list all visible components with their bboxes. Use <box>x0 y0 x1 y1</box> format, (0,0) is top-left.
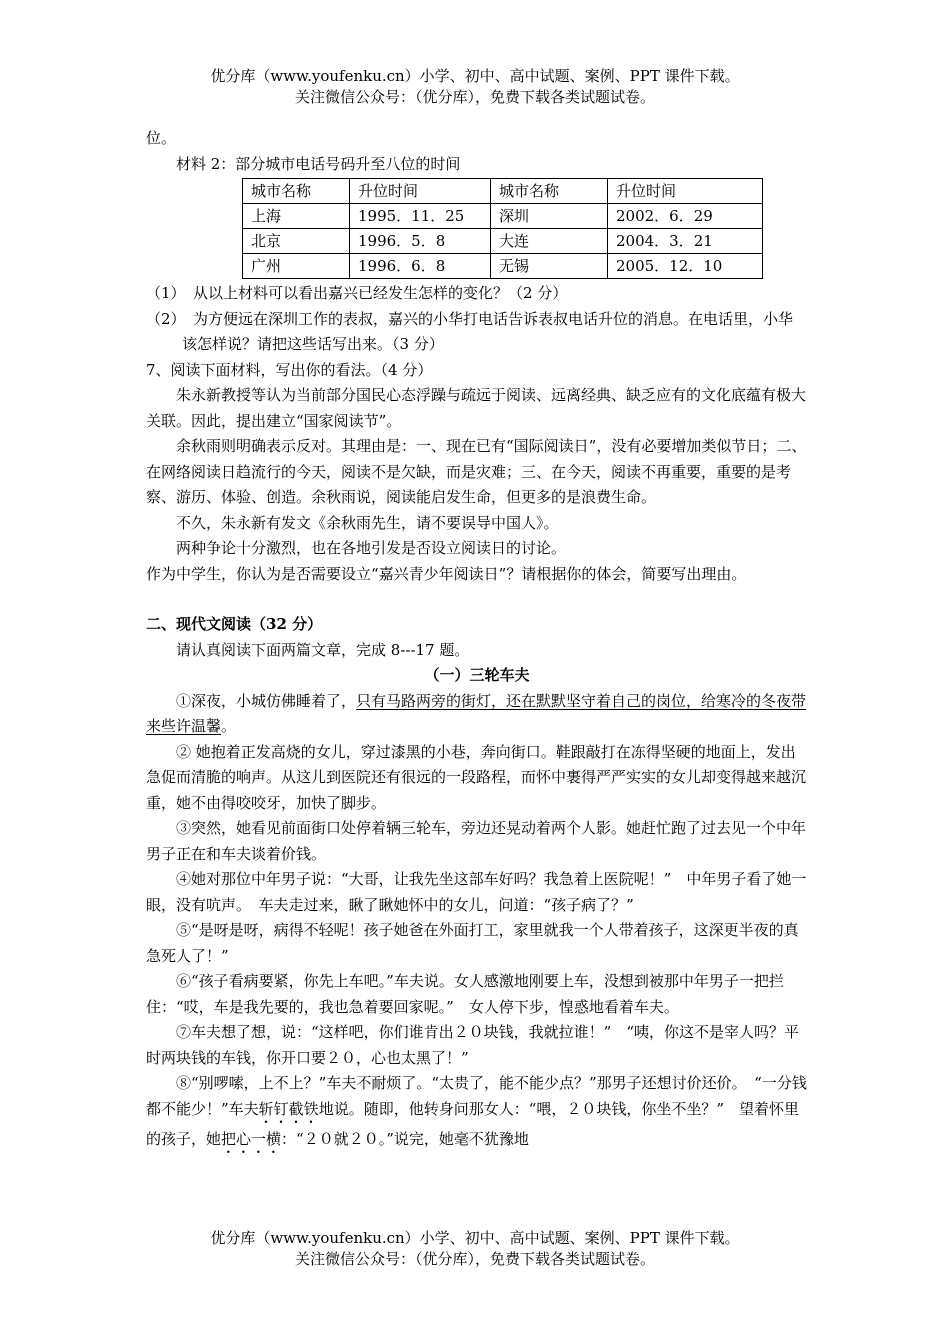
paragraph-text: 。 <box>221 717 237 735</box>
page-content <box>146 126 808 1157</box>
table-cell: 深圳 <box>491 204 608 229</box>
emphasized-phrase: 把心一横 <box>221 1129 282 1148</box>
table-row <box>243 254 763 279</box>
table-row <box>243 229 763 254</box>
table-cell: 大连 <box>491 229 608 254</box>
table-cell: 1996．6．8 <box>350 254 491 279</box>
material2-caption: 材料 2：部分城市电话号码升至八位的时间 <box>176 154 461 173</box>
page-footer <box>0 1228 950 1270</box>
article-paragraph: ⑤“是呀是呀，病得不轻呢！孩子她爸在外面打工，家里就我一个人带着孩子，这深更半夜的真急死人了！” <box>146 921 799 965</box>
table-header-cell: 升位时间 <box>350 179 491 204</box>
table-row <box>243 204 763 229</box>
question-6-1: （1） 从以上材料可以看出嘉兴已经发生怎样的变化？（2 分） <box>146 284 568 302</box>
table-cell: 上海 <box>243 204 350 229</box>
article-paragraph: ⑥“孩子看病要紧，你先上车吧。”车夫说。女人感激地刚要上车，没想到被那中年男子一把拦住：“哎，车是我先要的，我也急着要回家呢。” 女人停下步，惶惑地看着车夫。 <box>146 972 784 1016</box>
article-paragraph <box>146 689 808 740</box>
emphasized-phrase: 斩钉截铁 <box>258 1099 319 1118</box>
table-header-row <box>243 179 763 204</box>
footer-line-2: 关注微信公众号：（优分库），免费下载各类试题试卷。 <box>294 1250 655 1268</box>
table-cell: 无锡 <box>491 254 608 279</box>
table-cell: 2002．6．29 <box>608 204 763 229</box>
section-2-instruction: 请认真阅读下面两篇文章，完成 8---17 题。 <box>176 640 470 659</box>
table-header-cell: 城市名称 <box>243 179 350 204</box>
question-6-2: （2） 为方便远在深圳工作的表叔，嘉兴的小华打电话告诉表叔电话升位的消息。在电话里，小华该怎样说？请把这些话写出来。（3 分） <box>146 309 794 353</box>
article-paragraph: ⑦车夫想了想，说：“这样吧，你们谁肯出２０块钱，我就拉谁！” “咦，你这不是宰人吗？平时两块钱的车钱，你开口要２０，心也太黑了！” <box>146 1023 800 1067</box>
question-7-title: 7、阅读下面材料，写出你的看法。（4 分） <box>146 360 433 379</box>
paragraph-text: ⑧“别啰嗦，上不上？”车夫不耐烦了。“太贵了，能不能少点？”那男子还想讨价还价。 “一分钱都不能少！”车夫 <box>146 1074 807 1118</box>
question-7-paragraph: 不久，朱永新有发文《余秋雨先生，请不要误导中国人》。 <box>176 513 559 532</box>
footer-line-1: 优分库（www.youfenku.cn）小学、初中、高中试题、案例、PPT 课件下载。 <box>210 1229 740 1247</box>
table-cell: 1996．5．8 <box>350 229 491 254</box>
header-line-2: 关注微信公众号：（优分库），免费下载各类试题试卷。 <box>294 88 655 106</box>
article-paragraph <box>146 1071 808 1157</box>
table-header-cell: 升位时间 <box>608 179 763 204</box>
article-paragraph: ② 她抱着正发高烧的女儿，穿过漆黑的小巷，奔向街口。鞋跟敲打在冻得坚硬的地面上，发出急促而清脆的响声。从这儿到医院还有很远的一段路程，而怀中裹得严严实实的女儿却变得越来越沉重，她不由得咬咬牙，加快了脚步。 <box>146 742 807 812</box>
article-paragraph: ③突然，她看见前面街口处停着辆三轮车，旁边还晃动着两个人影。她赶忙跑了过去见一个中年男子正在和车夫谈着价钱。 <box>146 819 807 863</box>
section-2-title: 二、现代文阅读（32 分） <box>146 615 323 633</box>
question-7-paragraph: 朱永新教授等认为当前部分国民心态浮躁与疏远于阅读、远离经典、缺乏应有的文化底蕴有极大关联。因此，提出建立“国家阅读节”。 <box>146 386 807 430</box>
question-7-paragraph: 余秋雨则明确表示反对。其理由是：一、现在已有“国际阅读日”，没有必要增加类似节日；二、在网络阅读日趋流行的今天，阅读不是欠缺，而是灾难；三、在今天，阅读不再重要，重要的是考察、游历、体验、创造。余秋雨说，阅读能启发生命，但更多的是浪费生命。 <box>146 437 807 506</box>
table-cell: 1995．11．25 <box>350 204 491 229</box>
paragraph-text: ①深夜，小城仿佛睡着了， <box>176 691 357 710</box>
page-header <box>0 66 950 108</box>
underlined-sentence: 只有马路两旁的街灯，还在默默坚守着自己的岗位，给寒冷的冬夜带来些许温馨 <box>146 691 807 735</box>
intro-tail: 位。 <box>146 129 177 147</box>
header-line-1: 优分库（www.youfenku.cn）小学、初中、高中试题、案例、PPT 课件下载。 <box>210 67 740 85</box>
question-7-paragraph: 两种争论十分激烈，也在各地引发是否设立阅读日的讨论。 <box>176 539 567 557</box>
table-cell: 2004．3．21 <box>608 229 763 254</box>
paragraph-text: 地说。随即，他转身问那女人：“喂，２０块钱，你坐不坐？” 望着怀里的孩子，她 <box>146 1099 800 1148</box>
table-header-cell: 城市名称 <box>491 179 608 204</box>
table-cell: 2005．12．10 <box>608 254 763 279</box>
paragraph-text: ：“２０就２０。”说完，她毫不犹豫地 <box>281 1129 529 1148</box>
table-cell: 广州 <box>243 254 350 279</box>
article-title: （一）三轮车夫 <box>424 666 530 684</box>
city-upgrade-table <box>242 178 763 279</box>
table-cell: 北京 <box>243 229 350 254</box>
question-7-prompt: 作为中学生，你认为是否需要设立“嘉兴青少年阅读日”？请根据你的体会，简要写出理由。 <box>146 564 747 583</box>
article-paragraph: ④她对那位中年男子说：“大哥，让我先坐这部车好吗？我急着上医院呢！” 中年男子看了她一眼，没有吭声。 车夫走过来，瞅了瞅她怀中的女儿，问道：“孩子病了？” <box>146 870 807 914</box>
